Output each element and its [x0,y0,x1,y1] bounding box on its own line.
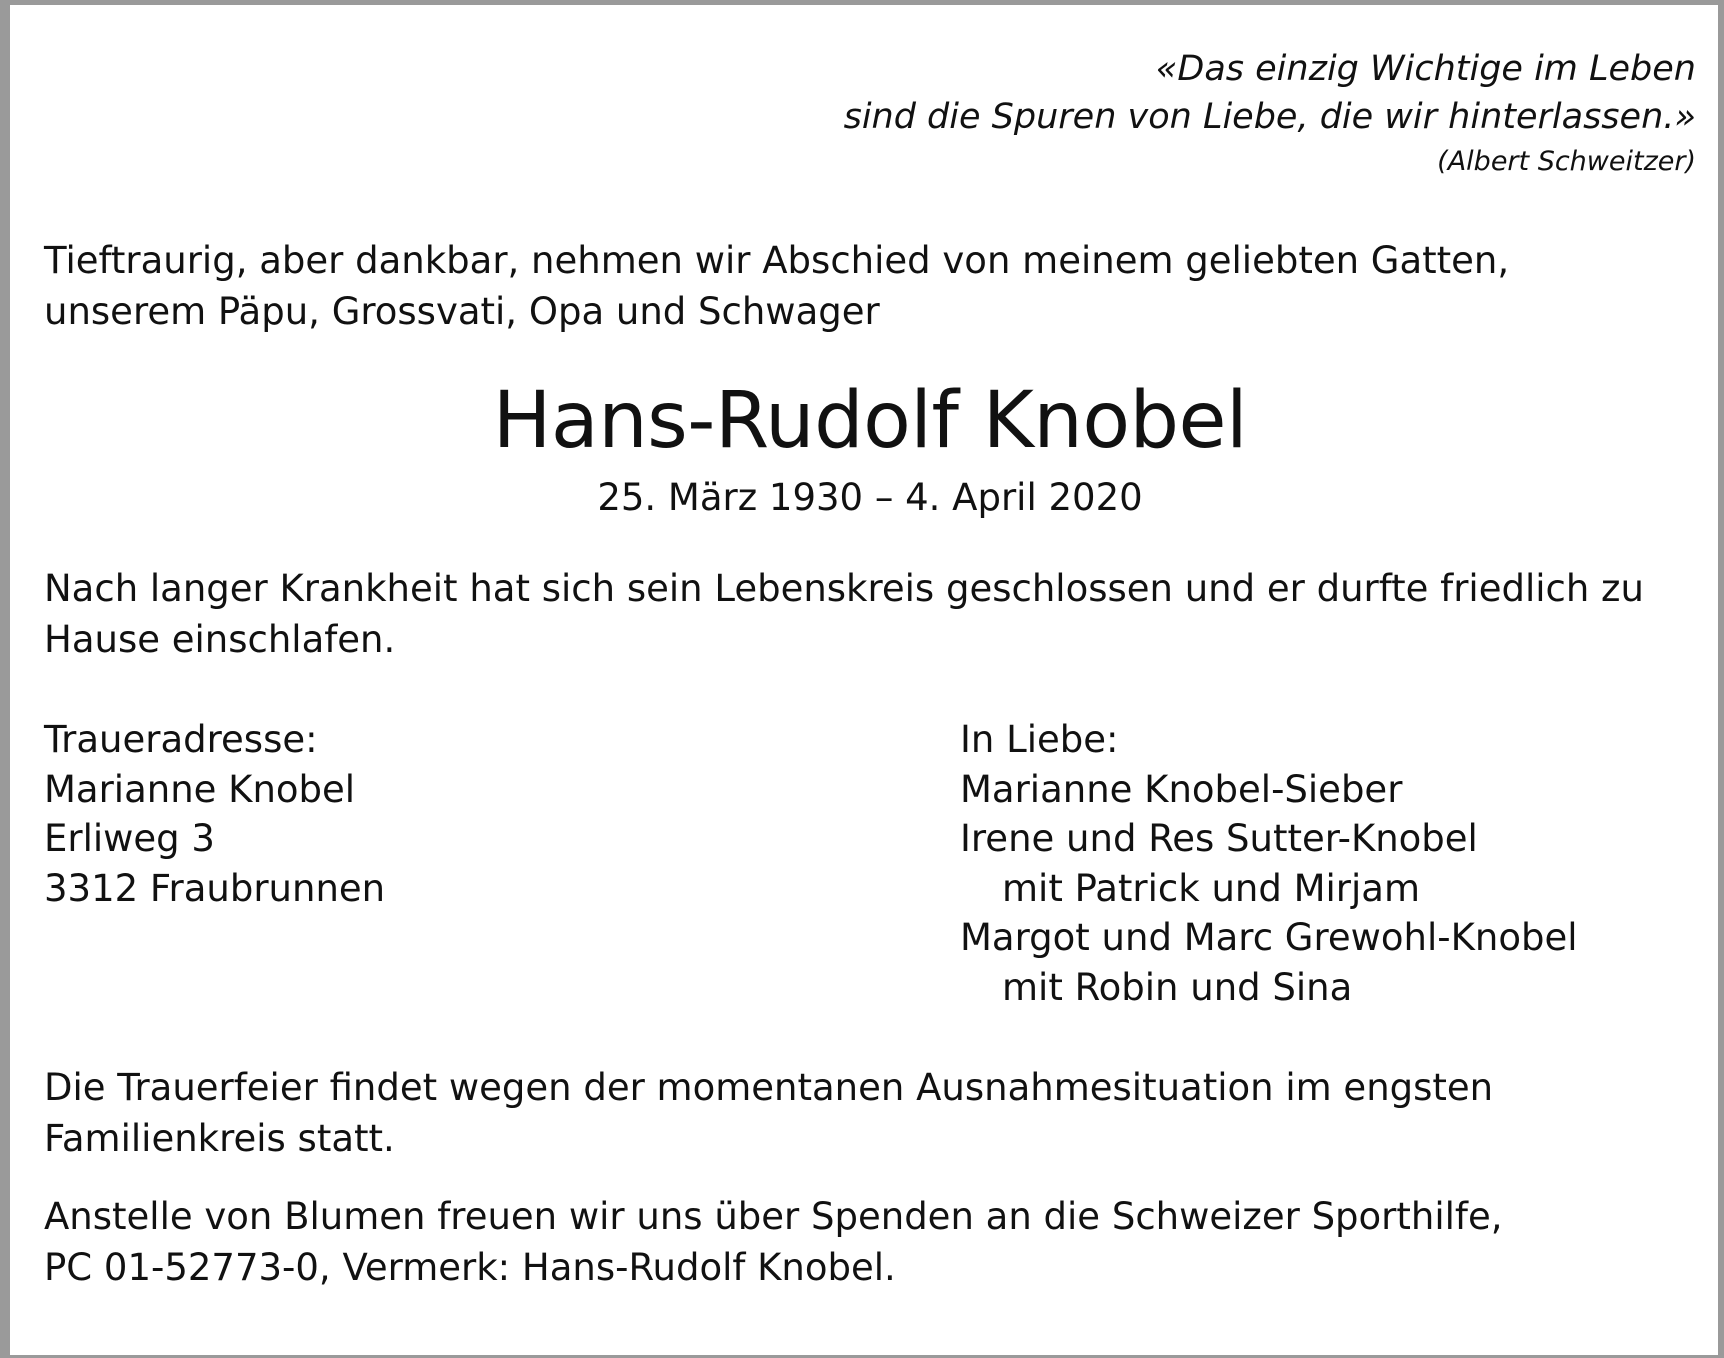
ceremony-notice: Die Trauerfeier findet wegen der momentanen Ausnahmesituation im engsten Familienkreis statt. [44,1066,1494,1160]
family-member: mit Patrick und Mirjam [1002,866,1421,910]
mourning-address-street: Erliweg 3 [44,817,215,860]
farewell-message: Nach langer Krankheit hat sich sein Lebenskreis geschlossen und er durfte friedlich zu Hause einschlafen. [44,567,1644,661]
family-member: Marianne Knobel-Sieber [960,767,1403,811]
intro-line-1: Tieftraurig, aber dankbar, nehmen wir Abschied von meinem geliebten Gatten, [44,239,1510,282]
family-member: Irene und Res Sutter-Knobel [960,817,1478,860]
quote-author: (Albert Schweitzer) [1437,146,1696,177]
intro-line-2: unserem Päpu, Grossvati, Opa und Schwager [44,290,880,333]
mourning-address-name: Marianne Knobel [44,767,356,811]
mourning-address [44,715,960,1012]
mourning-address-city: 3312 Fraubrunnen [44,866,386,910]
family-list [960,715,1696,1012]
donation-line-1: Anstelle von Blumen freuen wir uns über Spenden an die Schweizer Sporthilfe, [44,1195,1503,1238]
address-and-family [44,715,1696,1012]
quote-line-2: sind die Spuren von Liebe, die wir hinterlassen.» [843,97,1696,137]
quote-line-1: «Das einzig Wichtige im Leben [1155,49,1696,89]
intro-text [44,235,1696,337]
epigraph-quote [44,45,1696,141]
life-dates: 25. März 1930 – 4. April 2020 [597,476,1143,519]
mourning-address-heading: Traueradresse: [44,718,318,761]
donation-notice [44,1191,1696,1293]
donation-line-2: PC 01-52773-0, Vermerk: Hans-Rudolf Knobel. [44,1246,896,1289]
family-member: Margot und Marc Grewohl-Knobel [960,916,1578,959]
deceased-name: Hans-Rudolf Knobel [492,376,1248,466]
family-heading: In Liebe: [960,718,1119,761]
obituary-notice [44,45,1696,1293]
family-member: mit Robin und Sina [1002,965,1353,1009]
